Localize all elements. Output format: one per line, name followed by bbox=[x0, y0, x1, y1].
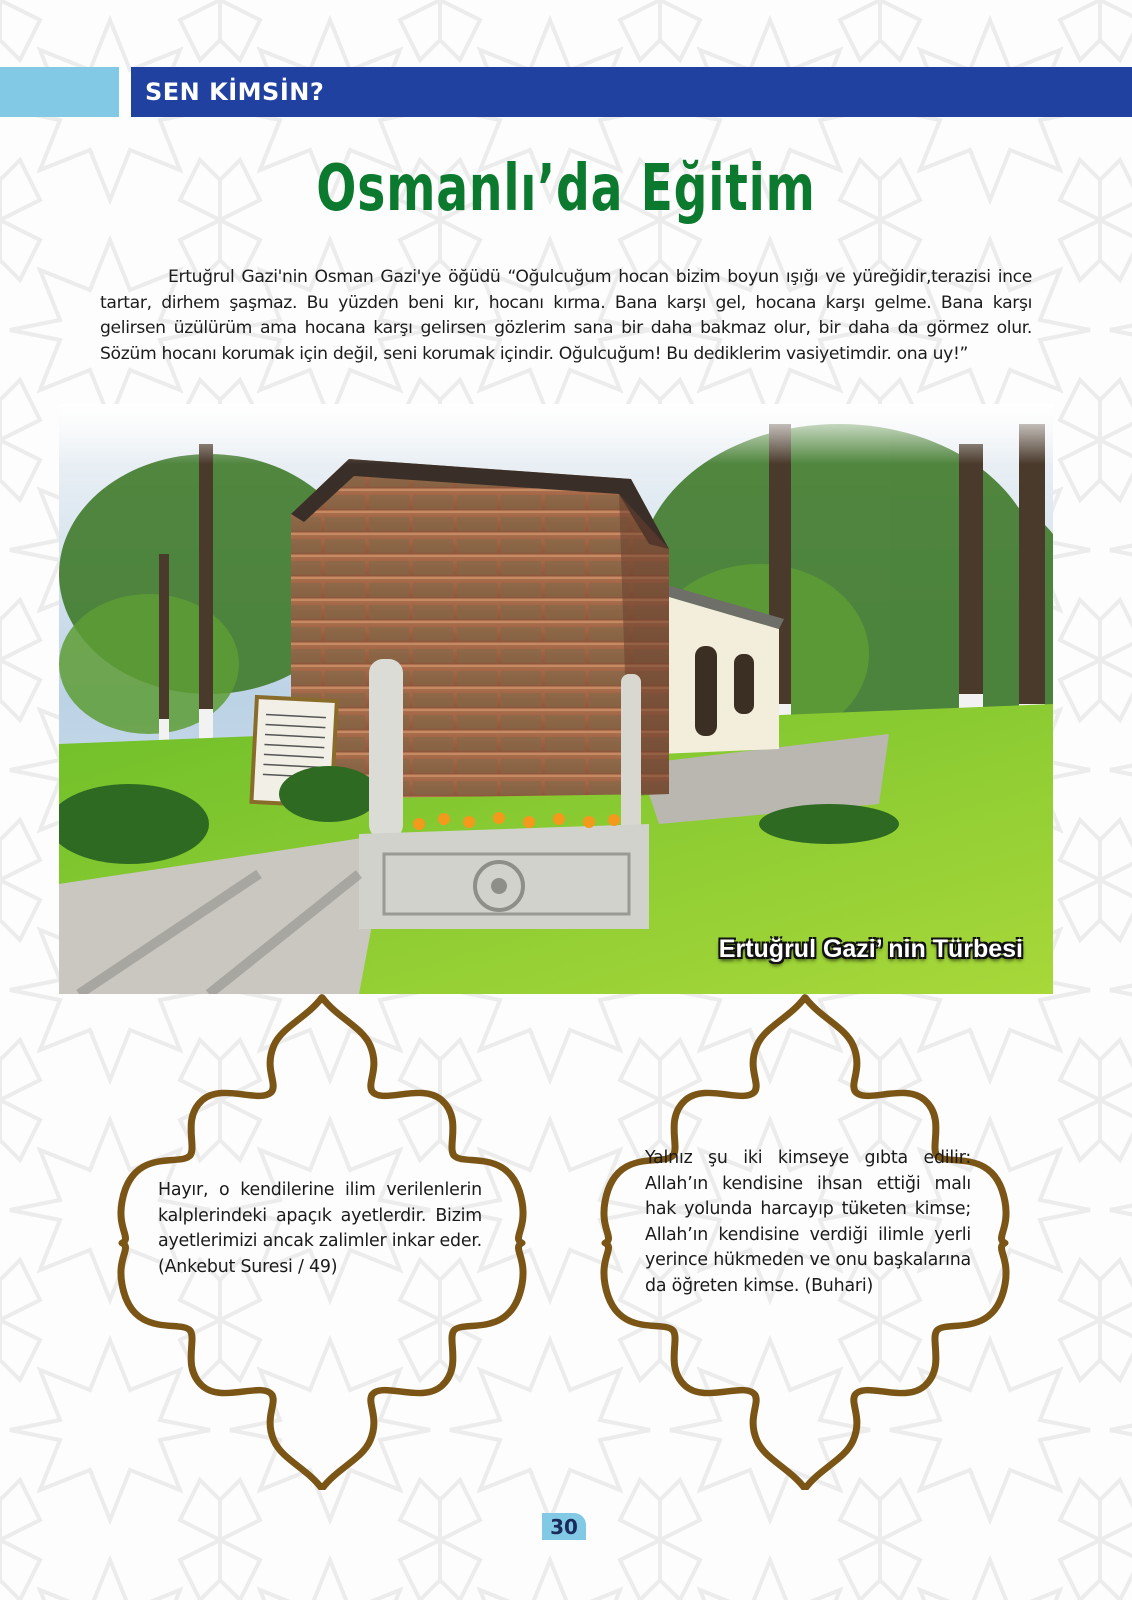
quote-frame-right bbox=[585, 990, 1025, 1490]
quote-text-ankebut: Hayır, o kendilerine ilim verilenlerin kalplerindeki apaçık ayetlerdir. Bizim ayetlerimizi ancak zalimler inkar eder. (Ankebut Suresi / 49) bbox=[158, 1180, 483, 1277]
quote-frame-left bbox=[112, 990, 532, 1490]
header-accent-block bbox=[0, 67, 119, 117]
intro-paragraph: Ertuğrul Gazi'nin Osman Gazi'ye öğüdü “Oğulcuğum hocan bizim boyun ışığı ve yüreğidir,terazisi ince tartar, dirhem şaşmaz. Bu yüzden beni kır, hocanı kırma. Bana karşı gel, hocana karşı gelme. Bana karşı gelirsen üzülürüm ama hocana karşı gelirsen gözlerim sana bir daha bakmaz olur, bir daha da görmez olur. Sözüm hocanı korumak için değil, seni korumak içindir. Oğulcuğum! Bu dediklerim vasiyetimdir. ona uy!” bbox=[100, 267, 1032, 364]
tomb-illustration bbox=[59, 404, 1053, 994]
section-header bbox=[131, 67, 1132, 117]
section-title: SEN KİMSİN? bbox=[145, 78, 325, 106]
quote-text-buhari: Yalnız şu iki kimseye gıbta edilir: Allah’ın kendisine ihsan ettiği malı hak yolunda harcayıp tüketen kimse; Allah’ın kendisine verdiği ilimle yerli yerince hükmeden ve onu başkalarına da öğreten kimse. (Buhari) bbox=[645, 1148, 971, 1296]
photo-caption: Ertuğrul Gazi’ nin Türbesi bbox=[718, 935, 1023, 963]
page-title: Osmanlı’da Eğitim bbox=[316, 152, 816, 226]
tomb-photo bbox=[59, 404, 1053, 994]
page-number: 30 bbox=[542, 1513, 586, 1540]
